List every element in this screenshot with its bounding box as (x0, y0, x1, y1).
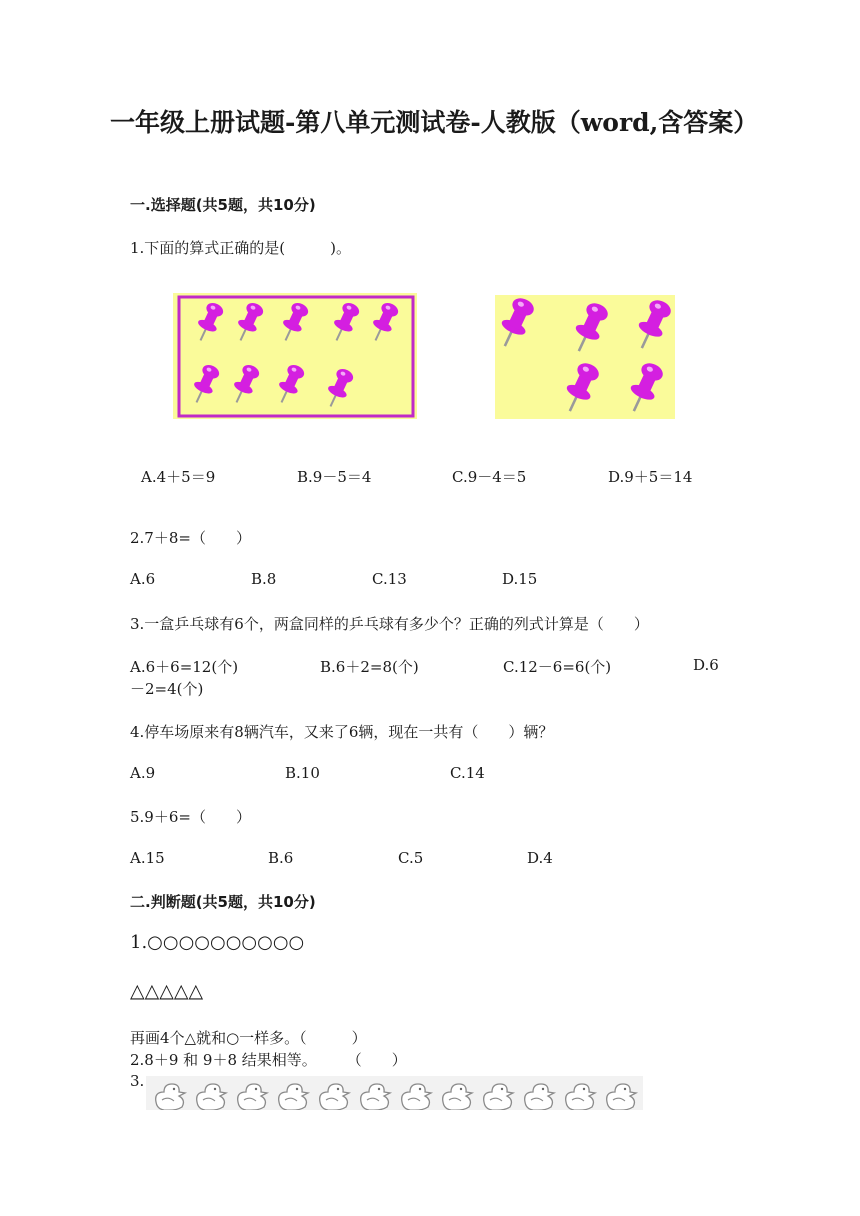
judgement-1-statement: 再画4个△就和○一样多。（ ） (130, 1029, 367, 1047)
section-heading-judgement: 二.判断题(共5题，共10分) (130, 893, 316, 911)
question-5-stem: 5.9＋6=（ ） (130, 808, 251, 826)
q3-option-c: C.12－6=6(个) (503, 658, 612, 676)
q3-option-d: D.6 (693, 656, 719, 674)
q5-option-c: C.5 (398, 849, 424, 867)
judgement-2-statement: 2.8＋9 和 9＋8 结果相等。 （ ） (130, 1051, 407, 1069)
section-heading-choice: 一.选择题(共5题，共10分) (130, 196, 316, 214)
q5-option-a: A.15 (130, 849, 165, 867)
ducks-figure (146, 1076, 643, 1110)
question-4-stem: 4.停车场原来有8辆汽车，又来了6辆，现在一共有（ ）辆？ (130, 723, 554, 741)
triangles-row: △△△△△ (130, 980, 204, 1002)
q2-option-d: D.15 (502, 570, 538, 588)
pushpin-figure (170, 290, 680, 422)
q3-option-a: A.6＋6=12(个) (130, 658, 239, 676)
q4-option-b: B.10 (285, 764, 320, 782)
q2-option-a: A.6 (130, 570, 156, 588)
q5-option-d: D.4 (527, 849, 553, 867)
q3-option-d-wrap: －2=4(个) (130, 680, 204, 698)
q4-option-a: A.9 (130, 764, 156, 782)
q1-option-a: A.4＋5＝9 (141, 468, 216, 486)
q2-option-c: C.13 (372, 570, 407, 588)
q1-option-b: B.9－5＝4 (297, 468, 372, 486)
q5-option-b: B.6 (268, 849, 294, 867)
question-1-stem: 1.下面的算式正确的是( )。 (130, 239, 352, 257)
circles-row: 1.○○○○○○○○○○ (130, 932, 305, 953)
q3-option-b: B.6＋2=8(个) (320, 658, 419, 676)
question-3-stem: 3.一盒乒乓球有6个，两盒同样的乒乓球有多少个？正确的列式计算是（ ） (130, 615, 649, 633)
q4-option-c: C.14 (450, 764, 485, 782)
q1-option-d: D.9＋5＝14 (608, 468, 693, 486)
judgement-3-number: 3. (130, 1072, 145, 1090)
q1-option-c: C.9－4＝5 (452, 468, 527, 486)
question-2-stem: 2.7＋8=（ ） (130, 529, 251, 547)
q2-option-b: B.8 (251, 570, 277, 588)
document-title: 一年级上册试题-第八单元测试卷-人教版（word,含答案） (110, 108, 759, 137)
